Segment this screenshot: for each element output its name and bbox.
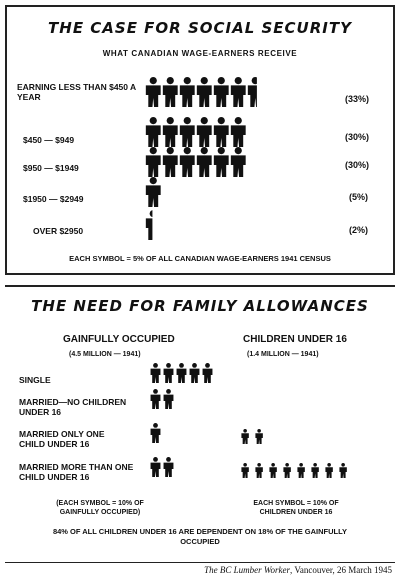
adult-symbol-3-1: [164, 457, 174, 477]
wage-symbol-0-5: [231, 77, 246, 107]
note-right: EACH SYMBOL = 10% OF CHILDREN UNDER 16: [253, 500, 339, 516]
wage-earner-pictograph: [5, 5, 395, 275]
fam-row-label-3: MARRIED ONLY ONE CHILD UNDER 16: [19, 429, 105, 449]
fam-row-label-1: SINGLE: [19, 375, 51, 385]
child-symbol-3-3: [283, 463, 290, 478]
child-symbol-3-5: [311, 463, 318, 478]
wage-symbol-1-2: [180, 117, 195, 147]
wage-symbol-0-3: [197, 77, 212, 107]
adult-symbol-0-1: [164, 363, 174, 383]
family-pictograph: [5, 285, 395, 560]
conclusion: 84% OF ALL CHILDREN UNDER 16 ARE DEPENDENT ON 18% OF THE GAINFULLY OCCUPIED: [52, 527, 348, 546]
adult-symbol-0-4: [203, 363, 213, 383]
wage-symbol-0-2: [180, 77, 195, 107]
child-symbol-2-0: [241, 429, 248, 444]
bottom-title: THE NEED FOR FAMILY ALLOWANCES: [31, 297, 369, 315]
row-label-4: $1950 — $2949: [23, 194, 84, 204]
wage-symbol-2-0: [146, 147, 161, 177]
adult-symbol-1-0: [151, 389, 161, 409]
child-symbol-2-1: [255, 429, 262, 444]
col-right-title: CHILDREN UNDER 16: [243, 334, 347, 345]
fam-row-label-2: MARRIED—NO CHILDREN UNDER 16: [19, 397, 127, 417]
source-details: , Vancouver, 26 March 1945: [290, 565, 392, 575]
pct-label-3: (30%): [345, 160, 370, 170]
col-left-sub: (4.5 MILLION — 1941): [69, 351, 141, 358]
wage-symbol-0-0: [146, 77, 161, 107]
wage-symbol-0-6: [248, 77, 263, 107]
wage-symbol-0-4: [214, 77, 229, 107]
wage-symbol-1-3: [197, 117, 212, 147]
wage-symbol-1-1: [163, 117, 178, 147]
wage-symbol-2-2: [180, 147, 195, 177]
wage-symbol-1-5: [231, 117, 246, 147]
row-label-3: $950 — $1949: [23, 163, 79, 173]
wage-symbol-0-1: [163, 77, 178, 107]
adult-symbol-0-3: [190, 363, 200, 383]
top-title: THE CASE FOR SOCIAL SECURITY: [48, 19, 352, 37]
adult-symbol-2-0: [151, 423, 161, 443]
wage-symbol-3-0: [146, 177, 161, 207]
row-label-5: OVER $2950: [33, 226, 84, 236]
source-caption: [204, 565, 392, 575]
fam-row-label-4: MARRIED MORE THAN ONE CHILD UNDER 16: [19, 462, 134, 482]
col-left-title: GAINFULLY OCCUPIED: [63, 334, 175, 345]
bottom-rule: [5, 562, 395, 563]
wage-symbol-2-5: [231, 147, 246, 177]
adult-symbol-3-0: [151, 457, 161, 477]
col-right-sub: (1.4 MILLION — 1941): [247, 351, 319, 358]
child-symbol-3-4: [297, 463, 304, 478]
wage-symbol-1-0: [146, 117, 161, 147]
adult-symbol-1-1: [164, 389, 174, 409]
row-label-2: $450 — $949: [23, 135, 75, 145]
child-symbol-3-7: [339, 463, 346, 478]
wage-symbol-2-1: [163, 147, 178, 177]
child-symbol-3-2: [269, 463, 276, 478]
pct-label-1: (33%): [345, 94, 370, 104]
pct-label-2: (30%): [345, 132, 370, 142]
wage-symbol-1-4: [214, 117, 229, 147]
top-footnote: EACH SYMBOL = 5% OF ALL CANADIAN WAGE-EARNERS 1941 CENSUS: [69, 254, 331, 263]
adult-symbol-0-0: [151, 363, 161, 383]
child-symbol-3-6: [325, 463, 332, 478]
row-label-1: EARNING LESS THAN $450 A YEAR: [17, 82, 136, 102]
child-symbol-3-1: [255, 463, 262, 478]
top-subtitle: WHAT CANADIAN WAGE-EARNERS RECEIVE: [102, 49, 298, 58]
source-publication: The BC Lumber Worker: [204, 565, 291, 575]
child-symbol-3-0: [241, 463, 248, 478]
pct-label-5: (2%): [349, 225, 369, 235]
wage-symbol-2-4: [214, 147, 229, 177]
note-left: (EACH SYMBOL = 10% OF GAINFULLY OCCUPIED): [56, 500, 144, 516]
adult-symbol-0-2: [177, 363, 187, 383]
wage-symbol-4-0: [146, 210, 161, 240]
wage-symbol-2-3: [197, 147, 212, 177]
pct-label-4: (5%): [349, 192, 369, 202]
